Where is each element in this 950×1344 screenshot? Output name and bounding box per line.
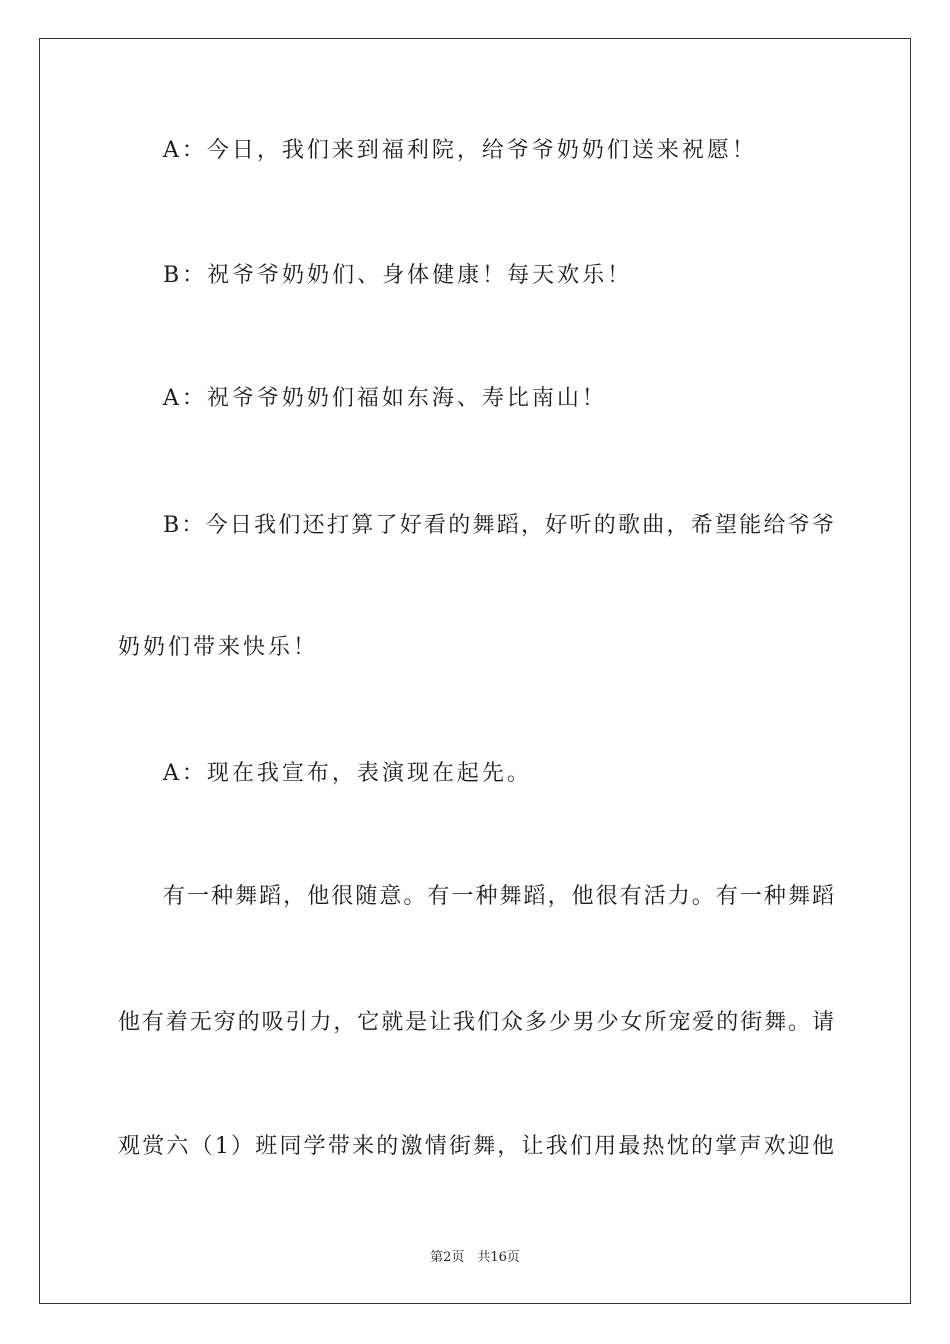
dialogue-line: A：今日，我们来到福利院，给爷爷奶奶们送来祝愿！ <box>163 138 757 163</box>
paragraph-line: 观赏六（1）班同学带来的激情街舞，让我们用最热忱的掌声欢迎他 <box>118 1134 834 1159</box>
page-border <box>39 38 911 1304</box>
dialogue-line: B：今日我们还打算了好看的舞蹈，好听的歌曲，希望能给爷爷 <box>163 513 834 538</box>
dialogue-line: A：现在我宣布，表演现在起先。 <box>163 761 532 786</box>
dialogue-line: B：祝爷爷奶奶们、身体健康！每天欢乐！ <box>163 263 633 288</box>
dialogue-line: A：祝爷爷奶奶们福如东海、寿比南山！ <box>163 386 607 411</box>
paragraph-line: 他有着无穷的吸引力，它就是让我们众多少男少女所宠爱的街舞。请 <box>118 1010 834 1035</box>
dialogue-line-continuation: 奶奶们带来快乐！ <box>118 635 319 660</box>
page-footer: 第2页 共16页 <box>430 1250 520 1265</box>
paragraph-line: 有一种舞蹈，他很随意。有一种舞蹈，他很有活力。有一种舞蹈 <box>163 884 834 909</box>
